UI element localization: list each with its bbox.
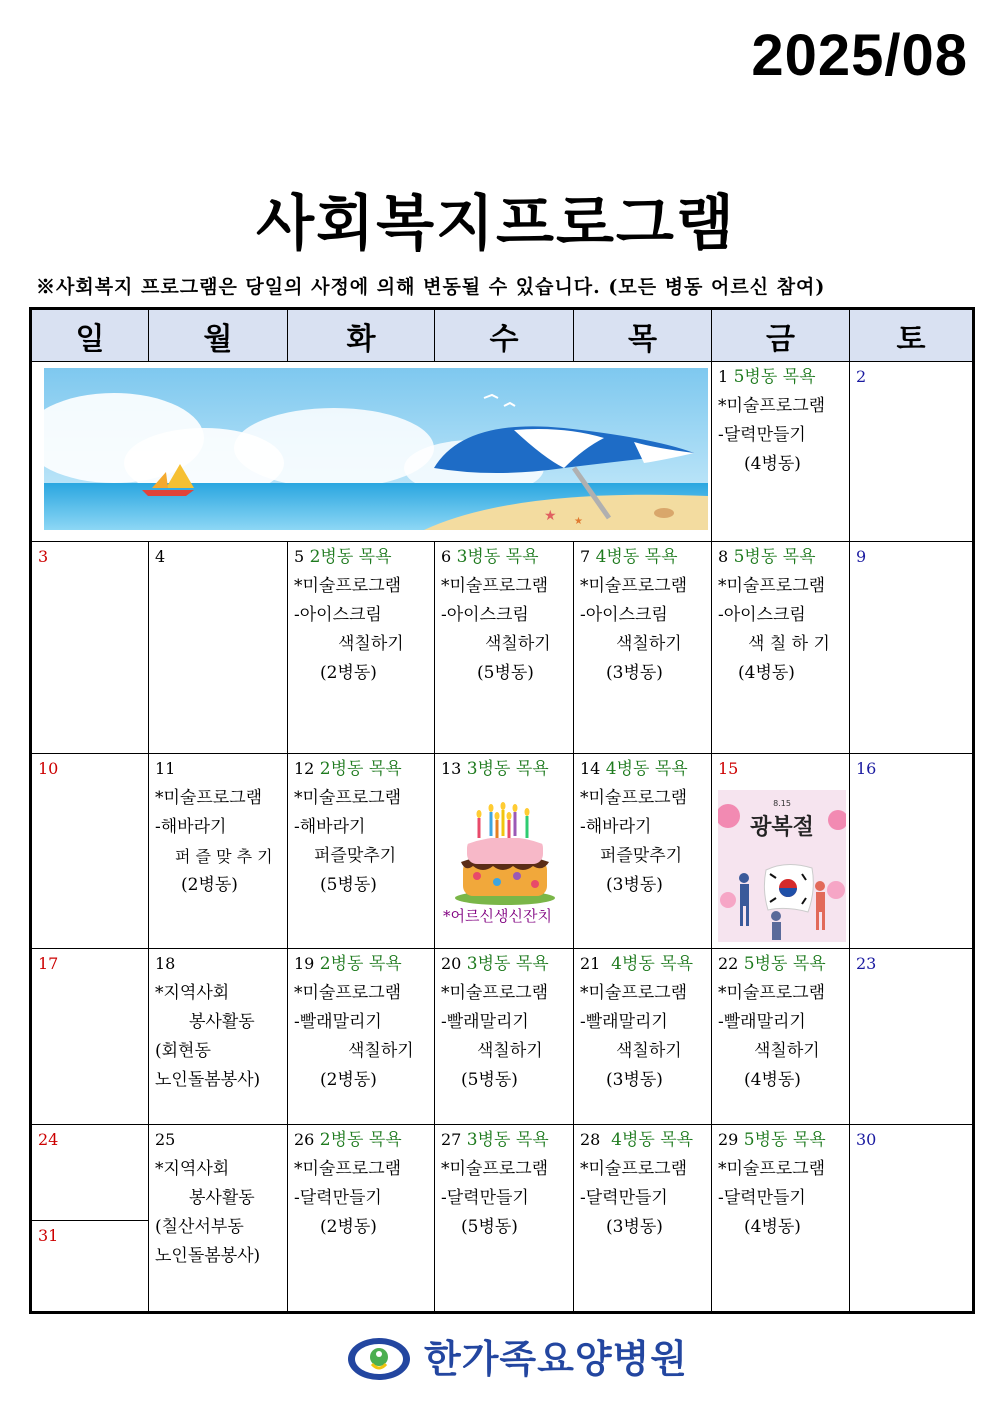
program-line: 퍼즐맞추기	[314, 846, 397, 866]
program-line: (3병동)	[606, 1217, 663, 1237]
day-cell	[149, 754, 288, 949]
day-cell	[149, 1125, 288, 1313]
day-cell	[850, 362, 974, 542]
bath-schedule: 2병동 목욕	[319, 759, 402, 779]
weekday-thu: 목	[574, 309, 712, 362]
day-number: 2	[856, 367, 867, 386]
weekday-sat: 토	[850, 309, 974, 362]
day-cell	[149, 949, 288, 1125]
day-cell	[712, 754, 850, 949]
day-cell	[574, 542, 712, 754]
bath-schedule: 3병동 목욕	[456, 547, 539, 567]
program-line: *미술프로그램	[718, 396, 826, 416]
day-number: 5	[294, 547, 305, 566]
program-line: -해바라기	[580, 817, 652, 837]
birthday-cake-icon	[453, 798, 557, 906]
program-line: (4병동)	[744, 1217, 801, 1237]
program-line: -빨래말리기	[294, 1012, 382, 1032]
program-line: *미술프로그램	[294, 1159, 402, 1179]
program-line: (2병동)	[320, 663, 377, 683]
day-number: 18	[155, 954, 176, 973]
program-line: -달력만들기	[718, 425, 806, 445]
day-cell	[712, 362, 850, 542]
program-line: *미술프로그램	[718, 576, 826, 596]
day-cell	[435, 949, 574, 1125]
day-number: 20	[441, 954, 462, 973]
week-row	[31, 542, 974, 754]
day-number: 16	[856, 759, 877, 778]
program-line: 퍼 즐 맞 추 기	[175, 847, 273, 866]
hospital-emblem-icon	[346, 1336, 412, 1382]
day-number: 31	[38, 1226, 59, 1245]
program-line: (회현동	[155, 1041, 211, 1061]
day-cell	[574, 949, 712, 1125]
program-line: 봉사활동	[189, 1188, 255, 1208]
program-line: (5병동)	[461, 1070, 518, 1090]
day-number: 26	[294, 1130, 315, 1149]
program-line: *지역사회	[155, 983, 230, 1003]
program-line: 색칠하기	[754, 1041, 820, 1061]
bath-schedule: 2병동 목욕	[319, 1130, 402, 1150]
program-line: 노인돌봄봉사)	[155, 1070, 261, 1090]
program-line: 봉사활동	[189, 1012, 255, 1032]
program-line: 색칠하기	[616, 634, 682, 654]
day-number: 19	[294, 954, 315, 973]
program-line: 색칠하기	[338, 634, 404, 654]
day-cell	[31, 754, 149, 949]
day-number: 30	[856, 1130, 877, 1149]
day-cell	[288, 754, 435, 949]
program-line: (2병동)	[320, 1217, 377, 1237]
program-line: 색 칠 하 기	[748, 634, 830, 654]
bath-schedule: 4병동 목욕	[611, 1130, 694, 1150]
program-line: *미술프로그램	[294, 788, 402, 808]
day-cell	[850, 1125, 974, 1313]
day-number: 29	[718, 1130, 739, 1149]
day-cell	[712, 949, 850, 1125]
day-number: 17	[38, 954, 59, 973]
day-number: 22	[718, 954, 739, 973]
program-line: -달력만들기	[580, 1188, 668, 1208]
program-line: (4병동)	[738, 663, 795, 683]
day-cell	[850, 949, 974, 1125]
svg-text:★: ★	[544, 508, 557, 524]
program-line: 색칠하기	[477, 1041, 543, 1061]
hospital-logo	[346, 1336, 706, 1382]
day-cell	[435, 754, 574, 949]
program-line: *미술프로그램	[580, 1159, 688, 1179]
day-cell	[712, 542, 850, 754]
day-number: 3	[38, 547, 49, 566]
day-cell	[31, 1125, 149, 1313]
day-number: 27	[441, 1130, 462, 1149]
day-cell	[850, 754, 974, 949]
program-line: (5병동)	[320, 875, 377, 895]
bath-schedule: 2병동 목욕	[309, 547, 392, 567]
program-line: (3병동)	[606, 1070, 663, 1090]
program-line: (5병동)	[461, 1217, 518, 1237]
program-line: *미술프로그램	[580, 983, 688, 1003]
week-row	[31, 362, 974, 542]
day-number: 13	[441, 759, 462, 778]
program-line: -빨래말리기	[580, 1012, 668, 1032]
bath-schedule: 3병동 목욕	[466, 954, 549, 974]
program-line: *미술프로그램	[718, 983, 826, 1003]
program-line: -달력만들기	[294, 1188, 382, 1208]
calendar-table	[29, 307, 975, 1314]
program-line: *미술프로그램	[441, 1159, 549, 1179]
day-number: 12	[294, 759, 315, 778]
notice-text: ※사회복지 프로그램은 당일의 사정에 의해 변동될 수 있습니다. (모든 병동 어르신 참여)	[36, 276, 826, 298]
program-line: *미술프로그램	[441, 576, 549, 596]
week-row	[31, 754, 974, 949]
week-row	[31, 1125, 974, 1313]
program-line: -아이스크림	[294, 605, 382, 625]
poster-date: 8.15	[773, 799, 791, 808]
poster-title: 광복절	[750, 815, 814, 840]
weekday-tue: 화	[288, 309, 435, 362]
weekday-sun: 일	[31, 309, 149, 362]
program-line: -아이스크림	[441, 605, 529, 625]
day-cell	[712, 1125, 850, 1313]
day-cell	[435, 1125, 574, 1313]
day-cell	[31, 949, 149, 1125]
bath-schedule: 4병동 목욕	[611, 954, 694, 974]
program-line: *미술프로그램	[580, 576, 688, 596]
program-line: *미술프로그램	[294, 576, 402, 596]
day-number: 8	[718, 547, 729, 566]
program-line: -달력만들기	[718, 1188, 806, 1208]
program-line: 색칠하기	[616, 1041, 682, 1061]
day-number: 1	[718, 367, 729, 386]
day-cell	[288, 1125, 435, 1313]
day-number: 6	[441, 547, 452, 566]
bath-schedule: 4병동 목욕	[605, 759, 688, 779]
program-line: -아이스크림	[718, 605, 806, 625]
program-line: 퍼즐맞추기	[600, 846, 683, 866]
hospital-name: 한가족요양병원	[424, 1337, 688, 1381]
year-month: 2025/08	[751, 23, 968, 88]
weekday-fri: 금	[712, 309, 850, 362]
day-number: 9	[856, 547, 867, 566]
beach-umbrella-illustration	[44, 368, 708, 530]
program-line: (3병동)	[606, 875, 663, 895]
bath-schedule: 5병동 목욕	[733, 367, 816, 387]
program-line: *미술프로그램	[155, 788, 263, 808]
program-line: (5병동)	[477, 663, 534, 683]
bath-schedule: 2병동 목욕	[319, 954, 402, 974]
program-line: *미술프로그램	[718, 1159, 826, 1179]
bath-schedule: 5병동 목욕	[743, 954, 826, 974]
day-number: 4	[155, 547, 166, 566]
day-cell	[288, 542, 435, 754]
bath-schedule: 3병동 목욕	[466, 759, 549, 779]
program-line: (2병동)	[320, 1070, 377, 1090]
weekday-wed: 수	[435, 309, 574, 362]
program-line: -빨래말리기	[441, 1012, 529, 1032]
program-line: (3병동)	[606, 663, 663, 683]
day-number: 23	[856, 954, 877, 973]
program-line: 색칠하기	[485, 634, 551, 654]
day-number: 7	[580, 547, 591, 566]
liberation-day-poster	[718, 790, 846, 942]
day-number: 11	[155, 759, 176, 778]
program-line: -해바라기	[294, 817, 366, 837]
program-line: (칠산서부동	[155, 1217, 244, 1237]
day-number: 28	[580, 1130, 601, 1149]
day-cell	[435, 542, 574, 754]
day-number: 24	[38, 1130, 59, 1149]
day-cell	[574, 754, 712, 949]
day-number: 21	[580, 954, 601, 973]
program-line: 노인돌봄봉사)	[155, 1246, 261, 1266]
program-line: (2병동)	[181, 875, 238, 895]
page-title: 사회복지프로그램	[256, 189, 736, 259]
bath-schedule: 4병동 목욕	[595, 547, 678, 567]
weekday-header-row	[31, 309, 974, 362]
program-line: *지역사회	[155, 1159, 230, 1179]
program-line: *미술프로그램	[580, 788, 688, 808]
bath-schedule: 3병동 목욕	[466, 1130, 549, 1150]
program-line: (4병동)	[744, 1070, 801, 1090]
program-line: *미술프로그램	[441, 983, 549, 1003]
day-number: 25	[155, 1130, 176, 1149]
svg-text:★: ★	[574, 516, 583, 527]
day-cell	[31, 542, 149, 754]
program-line: -빨래말리기	[718, 1012, 806, 1032]
program-line: -해바라기	[155, 817, 227, 837]
day-number: 14	[580, 759, 601, 778]
program-line: -아이스크림	[580, 605, 668, 625]
day-cell	[574, 1125, 712, 1313]
beach-illustration-cell	[31, 362, 712, 542]
bath-schedule: 5병동 목욕	[733, 547, 816, 567]
program-line: -달력만들기	[441, 1188, 529, 1208]
day-cell	[149, 542, 288, 754]
program-line: 색칠하기	[348, 1041, 414, 1061]
bath-schedule: 5병동 목욕	[743, 1130, 826, 1150]
program-line: *미술프로그램	[294, 983, 402, 1003]
day-cell	[288, 949, 435, 1125]
program-line: (4병동)	[744, 454, 801, 474]
day-number: 15	[718, 759, 739, 778]
weekday-mon: 월	[149, 309, 288, 362]
day-cell	[850, 542, 974, 754]
birthday-party-caption: *어르신생신잔치	[443, 907, 552, 925]
week-row	[31, 949, 974, 1125]
day-number: 10	[38, 759, 59, 778]
